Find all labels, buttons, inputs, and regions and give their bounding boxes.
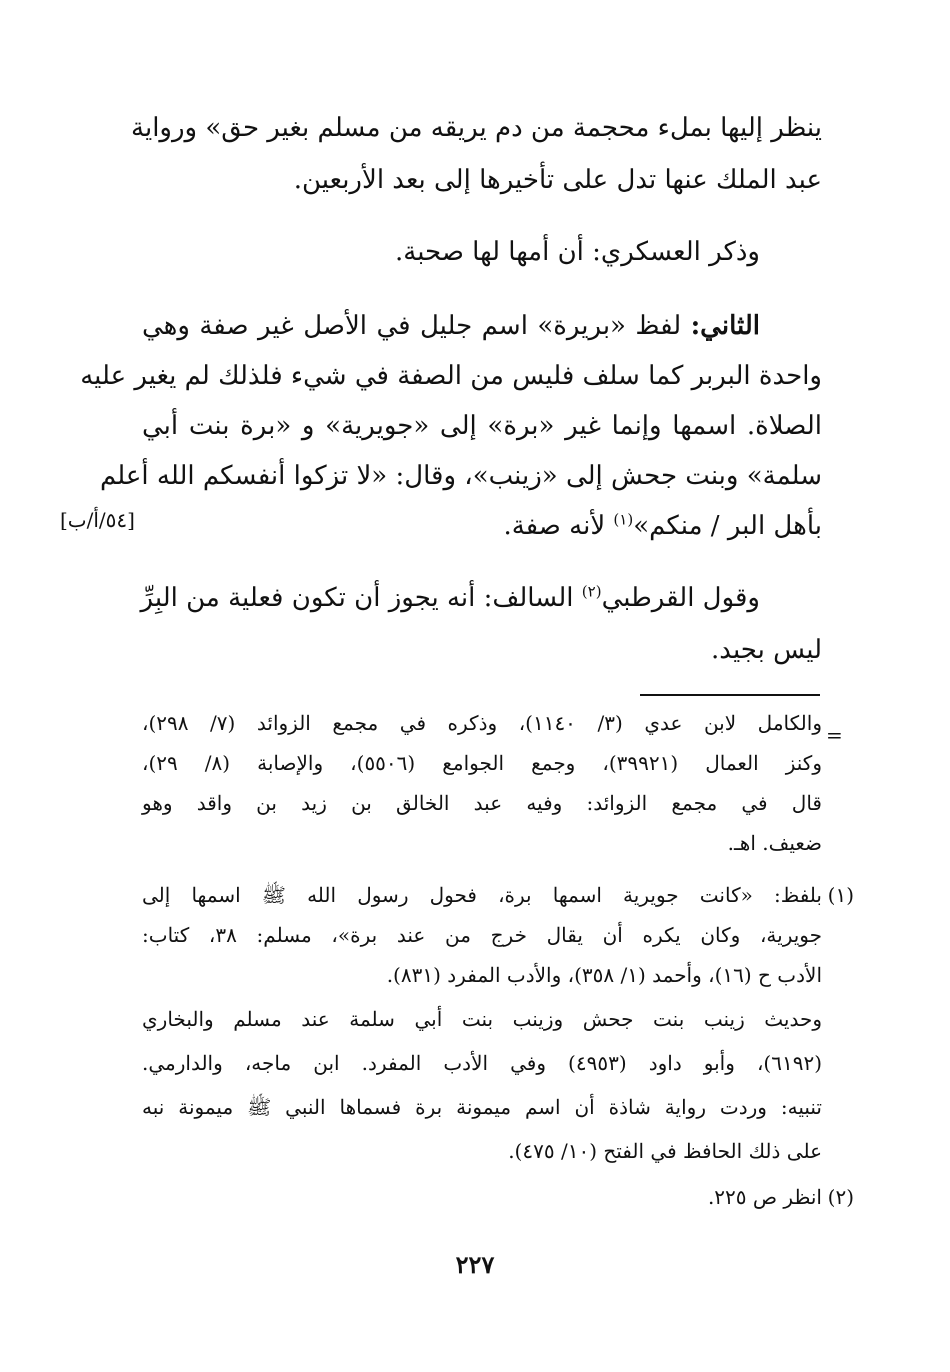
page-number: ٢٢٧ bbox=[455, 1250, 495, 1279]
body-line: الصلاة. اسمها وإنما غير «برة» إلى «جويرية» و «برة بنت أبي bbox=[142, 411, 822, 441]
footnote-line: وكنز العمال (٣٩٩٢١)، وجمع الجوامع (٥٥٠٦)، والإصابة (٨/ ٢٩)، bbox=[142, 751, 822, 775]
body-line bbox=[142, 306, 760, 346]
footnote-number: (٢) bbox=[827, 1185, 854, 1209]
body-line: ينظر إليها بملء محجمة من دم يريقه من مسلم بغير حق» ورواية bbox=[131, 113, 822, 143]
continuation-marker: = bbox=[826, 723, 843, 747]
body-text: بأهل البر / منكم» bbox=[633, 511, 822, 541]
body-line: ليس بجيد. bbox=[711, 635, 822, 665]
body-line bbox=[142, 578, 760, 618]
manuscript-folio-note: [٥٤/أ/ب] bbox=[60, 508, 135, 532]
body-line bbox=[142, 506, 822, 546]
body-text: لفظ «بريرة» اسم جليل في الأصل غير صفة وهي bbox=[142, 311, 691, 341]
footnote-line: الأدب ح (١٦)، وأحمد (١/ ٣٥٨)، والأدب المفرد (٨٣١). bbox=[386, 963, 822, 987]
footnote-line: على ذلك الحافظ في الفتح (١٠/ ٤٧٥). bbox=[508, 1139, 822, 1163]
body-line: عبد الملك عنها تدل على تأخيرها إلى بعد الأربعين. bbox=[293, 165, 822, 195]
body-text: وقول القرطبي bbox=[601, 583, 760, 613]
footnote-number: (١) bbox=[827, 883, 854, 907]
footnote-separator bbox=[640, 694, 820, 696]
footnote-reference: (١) bbox=[613, 510, 634, 529]
footnote-line: (٦١٩٢)، وأبو داود (٤٩٥٣) وفي الأدب المفرد. ابن ماجه، والدارمي. bbox=[142, 1051, 822, 1075]
footnote-line: وحديث زينب بنت جحش وزينب بنت أبي سلمة عند مسلم والبخاري bbox=[142, 1007, 822, 1031]
paragraph-lead: الثاني: bbox=[690, 311, 760, 341]
footnote-line: قال في مجمع الزوائد: وفيه عبد الخالق بن زيد بن واقد وهو bbox=[142, 791, 822, 815]
body-text: السالف: أنه يجوز أن تكون فعلية من البِرِّ bbox=[140, 583, 582, 613]
footnote-line: بلفظ: «كانت جويرية اسمها برة، فحول رسول الله ﷺ اسمها إلى bbox=[142, 883, 822, 907]
body-line: واحدة البربر كما سلف فليس من الصفة في شيء فلذلك لم يغير عليه bbox=[80, 361, 822, 391]
footnote-reference: (٢) bbox=[581, 582, 602, 601]
footnote-line: تنبيه: وردت رواية شاذة أن اسم ميمونة برة فسماها النبي ﷺ ميمونة نبه bbox=[142, 1095, 822, 1119]
footnote-line: ضعيف. اهـ. bbox=[727, 831, 822, 855]
body-line: وذكر العسكري: أن أمها لها صحبة. bbox=[395, 237, 760, 267]
footnote-line: جويرية، وكان يكره أن يقال خرج من عند برة»، مسلم: ٣٨، كتاب: bbox=[142, 923, 823, 947]
footnote-line: انظر ص ٢٢٥. bbox=[707, 1185, 822, 1209]
footnote-line: والكامل لابن عدي (٣/ ١١٤٠)، وذكره في مجمع الزوائد (٧/ ٢٩٨)، bbox=[142, 711, 822, 735]
body-text: لأنه صفة. bbox=[503, 511, 614, 541]
body-line: سلمة» وبنت جحش إلى «زينب»، وقال: «لا تزكوا أنفسكم الله أعلم bbox=[100, 461, 822, 491]
